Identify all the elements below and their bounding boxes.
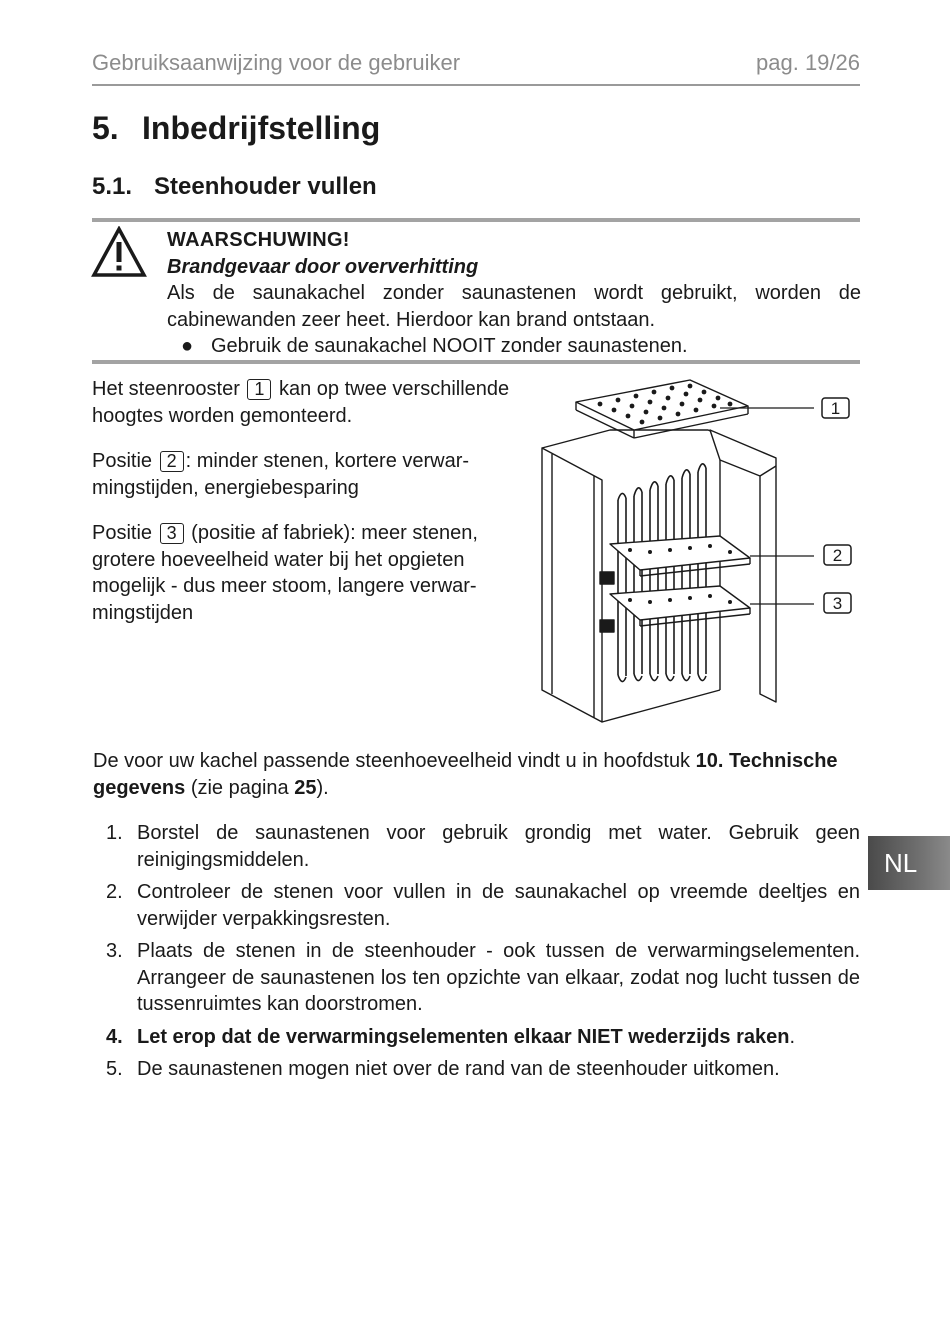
ref-box-2: 2 [160,451,184,472]
header-divider [92,84,860,86]
list-item-number: 4. [106,1025,123,1048]
bullet-dot-icon: ● [181,335,194,357]
reference-text-middle: (zie pagina [190,776,289,799]
subsection-title: Steenhouder vullen [154,173,377,200]
reference-page: 25 [294,776,317,799]
subsection-heading [92,173,377,201]
section-heading [92,110,380,147]
intro-p3-text-after: (positie af fabriek): meer stenen, grotere hoeveelheid water bij het opgieten mogelijk - dus meer stoom, langere verwarmingstijden [92,522,478,624]
list-item-number: 5. [106,1058,123,1080]
list-item-number: 1. [106,822,123,844]
list-item-text: Controleer de stenen voor vullen in de saunakachel op vreemde deeltjes en verwijder verpakkingsresten. [137,881,860,930]
page-number: pag. 19/26 [756,50,860,75]
intro-paragraph-1 [92,376,522,429]
reference-text-after: ). [316,776,329,799]
warning-bottom-rule [92,360,860,364]
list-item-suffix: . [789,1025,796,1048]
warning-title: WAARSCHUWING! [167,229,350,251]
list-item [92,1024,860,1051]
list-item [92,820,860,873]
list-item-text: Borstel de saunastenen voor gebruik grondig met water. Gebruik geen reinigingsmiddelen. [137,822,860,871]
intro-p1-text-after: kan op twee verschillende hoogtes worden gemonteerd. [92,378,510,427]
sauna-heater-illustration [530,372,860,740]
list-item-number: 3. [106,940,123,962]
callout-label-3: 3 [832,594,843,613]
list-item-text: Plaats de stenen in de steenhouder - ook tussen de verwarmingselementen. Arrangeer de saunastenen los ten opzichte van elkaar, zodat nog lucht tussen de tussenruimtes kan doorstromen. [137,940,860,1015]
language-tab: NL [868,836,950,890]
steps-list [92,820,860,1089]
section-number: 5. [92,110,119,146]
list-item-number: 2. [106,881,123,903]
intro-p3-text: Positie [92,522,153,544]
warning-subtitle: Brandgevaar door oververhitting [167,255,479,278]
reference-chapter: 10. Technische gegevens [93,750,838,799]
section-title: Inbedrijfstelling [142,110,381,146]
ref-box-3: 3 [160,523,184,544]
intro-paragraph-3 [92,520,522,626]
intro-paragraph-2 [92,448,522,501]
callout-label-2: 2 [832,546,843,565]
ref-box-1: 1 [247,379,271,400]
warning-content [167,227,861,360]
list-item [92,879,860,932]
warning-bullet-text: Gebruik de saunakachel NOOIT zonder saunastenen. [211,335,688,357]
intro-p1-text: Het steenrooster [92,378,240,400]
warning-bullet [167,333,861,360]
subsection-number: 5.1. [92,173,133,200]
list-item [92,938,860,1018]
warning-top-rule [92,218,860,222]
reference-text: De voor uw kachel passende steenhoeveelheid vindt u in hoofdstuk [93,750,691,772]
list-item-text: De saunastenen mogen niet over de rand van de steenhouder uitkomen. [137,1058,780,1080]
warning-body: Als de saunakachel zonder saunastenen wordt gebruikt, worden de cabinewanden zeer heet. Hierdoor kan brand ontstaan. [167,282,861,331]
header-title: Gebruiksaanwijzing voor de gebruiker [92,50,461,75]
warning-triangle-icon [91,226,147,278]
list-item [92,1056,860,1083]
intro-text [92,376,522,645]
intro-p2-text: Positie [92,450,153,472]
reference-paragraph [93,748,861,801]
callout-label-1: 1 [830,399,841,418]
list-item-text: Let erop dat de verwarmingselementen elkaar NIET wederzijds raken [137,1025,790,1048]
intro-p2-text-after: : minder stenen, kortere verwarmingstijden, energiebesparing [92,450,470,499]
